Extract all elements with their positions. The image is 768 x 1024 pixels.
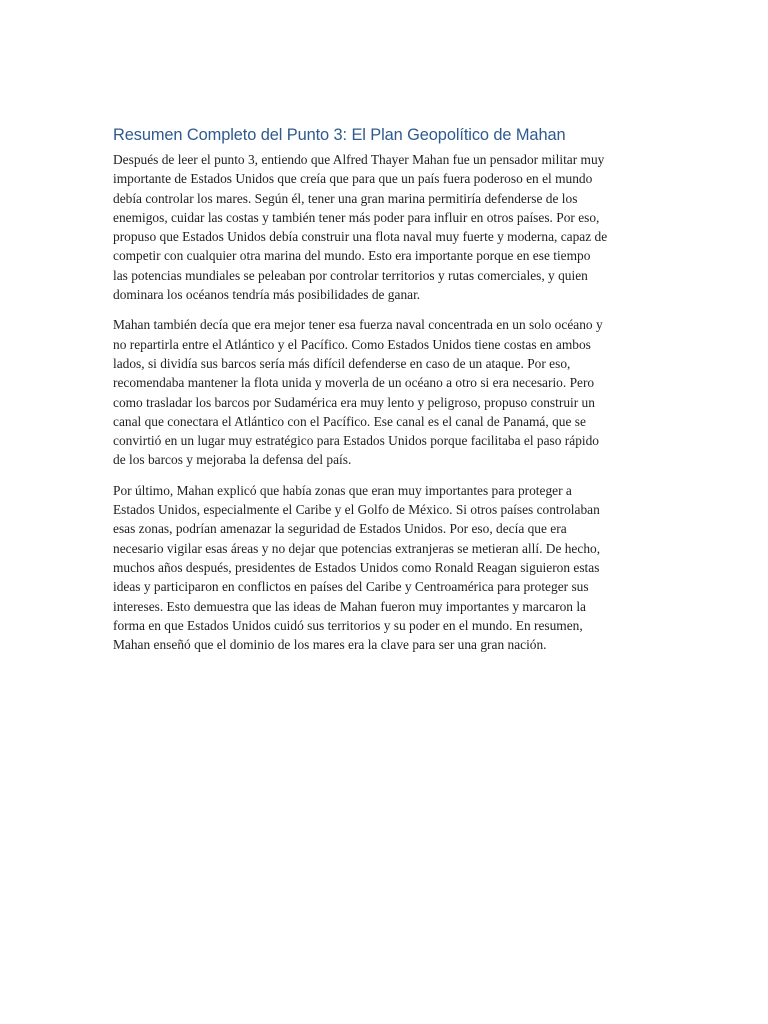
paragraph-line: intereses. Esto demuestra que las ideas de Mahan fueron muy importantes y marcaron la (113, 598, 586, 614)
paragraph-line: esas zonas, podrían amenazar la seguridad de Estados Unidos. Por eso, decía que era (113, 521, 567, 537)
paragraph-line: competir con cualquier otra marina del mundo. Esto era importante porque en ese tiempo (113, 248, 591, 264)
paragraph-container (113, 150, 658, 654)
paragraph-line: necesario vigilar esas áreas y no dejar que potencias extranjeras se metieran allí. De hecho, (113, 540, 601, 556)
paragraph-line: muchos años después, presidentes de Estados Unidos como Ronald Reagan siguieron estas (113, 559, 600, 575)
paragraph-line: enemigos, cuidar las costas y también tener más poder para influir en otros países. Por eso, (113, 209, 600, 225)
paragraph-line: Después de leer el punto 3, entiendo que Alfred Thayer Mahan fue un pensador militar muy (113, 152, 605, 167)
paragraph-line: Mahan también decía que era mejor tener esa fuerza naval concentrada en un solo océano y (113, 317, 603, 333)
paragraph-line: las potencias mundiales se peleaban por controlar territorios y rutas comerciales, y quien (113, 267, 588, 283)
paragraph-line: forma en que Estados Unidos cuidó sus territorios y su poder en el mundo. En resumen, (113, 617, 583, 633)
paragraph-line: Estados Unidos, especialmente el Caribe y el Golfo de México. Si otros países controlaban (113, 502, 600, 518)
paragraph (113, 481, 658, 655)
paragraph-line: de los barcos y mejoraba la defensa del país. (113, 452, 352, 468)
document-title: Resumen Completo del Punto 3: El Plan Geopolítico de Mahan (113, 126, 566, 144)
document-body (113, 124, 658, 665)
paragraph-line: propuso que Estados Unidos debía construir una flota naval muy fuerte y moderna, capaz de (113, 229, 608, 245)
paragraph-line: recomendaba mantener la flota unida y moverla de un océano a otro si era necesario. Pero (113, 375, 595, 391)
paragraph-line: debía controlar los mares. Según él, tener una gran marina permitiría defenderse de los (113, 190, 578, 206)
paragraph-line: Mahan enseñó que el dominio de los mares era la clave para ser una gran nación. (113, 637, 547, 653)
paragraph (113, 150, 658, 304)
paragraph-line: Por último, Mahan explicó que había zonas que eran muy importantes para proteger a (113, 482, 572, 498)
paragraph-line: convirtió en un lugar muy estratégico para Estados Unidos porque facilitaba el paso rápido (113, 433, 600, 449)
paragraph-line: como trasladar los barcos por Sudamérica era muy lento y peligroso, propuso construir un (113, 394, 595, 410)
paragraph-line: lados, si dividía sus barcos sería más difícil defenderse en caso de un ataque. Por eso, (113, 355, 571, 371)
paragraph-line: importante de Estados Unidos que creía que para que un país fuera poderoso en el mundo (113, 171, 593, 187)
paragraph (113, 315, 658, 469)
paragraph-line: dominara los océanos tendría más posibilidades de ganar. (113, 287, 421, 303)
paragraph-line: no repartirla entre el Atlántico y el Pacífico. Como Estados Unidos tiene costas en ambos (113, 336, 591, 352)
paragraph-line: ideas y participaron en conflictos en países del Caribe y Centroamérica para proteger sus (113, 579, 589, 595)
paragraph-line: canal que conectara el Atlántico con el Pacífico. Ese canal es el canal de Panamá, que se (113, 413, 586, 429)
